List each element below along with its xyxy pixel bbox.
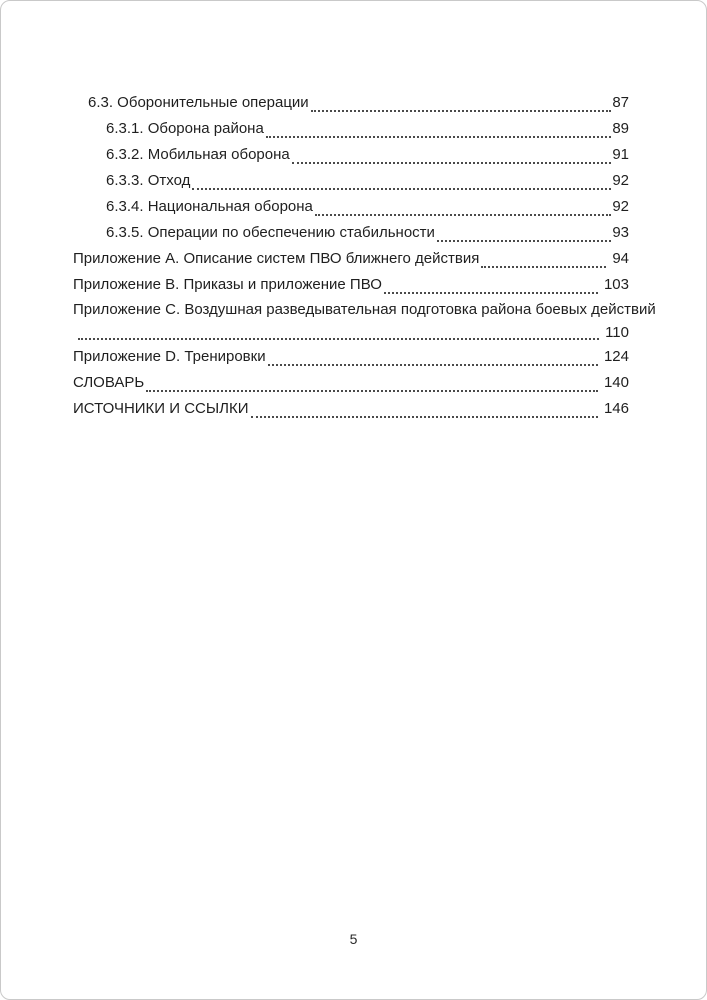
toc-entry [73,272,629,298]
toc-entry-page: 92 [612,172,629,189]
toc-entry [73,90,629,116]
toc-entry [73,370,629,396]
toc-entry-label: 6.3.1. Оборона района [106,120,264,137]
toc-entry-label: Приложение A. Описание систем ПВО ближнего действия [73,250,480,267]
toc-entry-continuation [73,322,629,344]
toc-entry [73,246,629,272]
toc-entry [73,142,629,168]
toc-entry-label: Приложение C. Воздушная разведывательная подготовка района боевых действий [73,301,656,318]
toc-entry-page: 87 [612,94,629,111]
toc-entry [73,298,656,322]
toc-entry-label: 6.3. Оборонительные операции [88,94,309,111]
toc-entry-page: 93 [612,224,629,241]
toc-entry [73,116,629,142]
toc-entry-page: 92 [612,198,629,215]
toc-entry-page: 91 [612,146,629,163]
toc-entry-label: ИСТОЧНИКИ И ССЫЛКИ [73,400,249,417]
dotted-leader [78,322,599,340]
dotted-leader [315,194,611,216]
toc-entry-page: 124 [603,348,629,365]
toc-entry-label: 6.3.3. Отход [106,172,191,189]
dotted-leader [251,396,598,418]
toc-entry [73,194,629,220]
toc-entry [73,220,629,246]
toc-entry-label: 6.3.4. Национальная оборона [106,198,313,215]
toc-entry-label: СЛОВАРЬ [73,374,145,391]
toc-entry-label: Приложение D. Тренировки [73,348,266,365]
dotted-leader [146,370,598,392]
dotted-leader [481,246,606,268]
dotted-leader [292,142,612,164]
toc-entry-page: 146 [603,400,629,417]
dotted-leader [268,344,598,366]
toc-entry [73,168,629,194]
toc-entry-label: Приложение B. Приказы и приложение ПВО [73,276,382,293]
toc-list [73,90,656,422]
dotted-leader [437,220,611,242]
toc-entry-label: 6.3.5. Операции по обеспечению стабильности [106,224,435,241]
dotted-leader [311,90,612,112]
toc-entry-page: 110 [605,324,629,341]
dotted-leader [266,116,612,138]
toc-entry [73,344,629,370]
dotted-leader [192,168,611,190]
toc-entry-page: 89 [612,120,629,137]
page-number: 5 [349,931,358,947]
toc-entry [73,396,629,422]
toc-entry-label: 6.3.2. Мобильная оборона [106,146,290,163]
toc-entry-page: 140 [603,374,629,391]
toc-entry-page: 103 [603,276,629,293]
dotted-leader [384,272,598,294]
toc-entry-page: 94 [612,250,629,267]
